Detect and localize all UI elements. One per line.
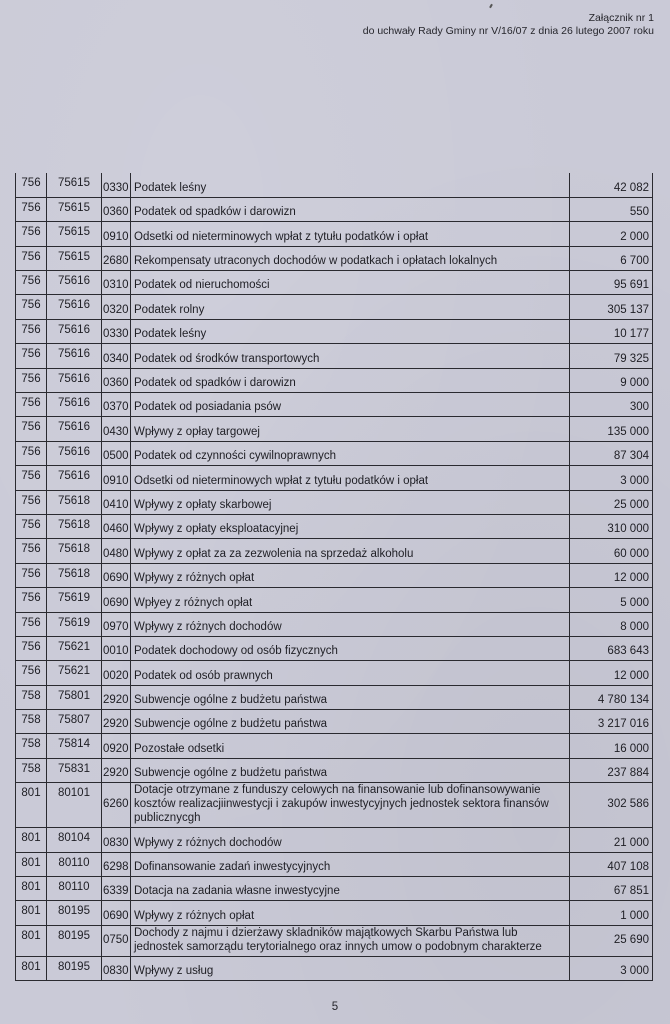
cell-description: Dochody z najmu i dzierżawy skladników majątkowych Skarbu Państwa lub jednostek samorządu terytorialnego oraz innych umow o podobnym charakterze xyxy=(131,925,570,956)
table-row xyxy=(16,368,653,392)
cell-paragraf: 0370 xyxy=(102,393,131,417)
cell-rozdzial: 75801 xyxy=(47,685,102,709)
cell-amount: 302 586 xyxy=(570,783,653,828)
cell-description: Subwencje ogólne z budżetu państwa xyxy=(131,685,570,709)
cell-rozdzial: 80110 xyxy=(47,877,102,901)
cell-amount: 550 xyxy=(570,197,653,221)
cell-paragraf: 0690 xyxy=(102,563,131,587)
table-row xyxy=(16,197,653,221)
cell-dzial: 756 xyxy=(16,197,47,221)
cell-paragraf: 0020 xyxy=(102,661,131,685)
cell-description: Wpływy z opłaty eksploatacyjnej xyxy=(131,514,570,538)
cell-dzial: 801 xyxy=(16,956,47,980)
cell-description: Podatek od spadków i darowizn xyxy=(131,197,570,221)
cell-dzial: 801 xyxy=(16,852,47,876)
cell-rozdzial: 80195 xyxy=(47,925,102,956)
cell-rozdzial: 75807 xyxy=(47,710,102,734)
cell-paragraf: 0830 xyxy=(102,828,131,852)
cell-amount: 407 108 xyxy=(570,852,653,876)
cell-description: Podatek od posiadania psów xyxy=(131,393,570,417)
cell-dzial: 756 xyxy=(16,636,47,660)
cell-amount: 6 700 xyxy=(570,246,653,270)
cell-dzial: 758 xyxy=(16,734,47,758)
cell-rozdzial: 75618 xyxy=(47,490,102,514)
table-row xyxy=(16,417,653,441)
table-row xyxy=(16,734,653,758)
cell-description: Podatek od nieruchomości xyxy=(131,271,570,295)
document-header xyxy=(363,12,654,38)
table-row xyxy=(16,758,653,782)
cell-description: Wpływy z różnych opłat xyxy=(131,563,570,587)
cell-dzial: 756 xyxy=(16,344,47,368)
cell-description: Odsetki od nieterminowych wpłat z tytułu podatków i opłat xyxy=(131,466,570,490)
cell-dzial: 756 xyxy=(16,319,47,343)
cell-amount: 4 780 134 xyxy=(570,685,653,709)
cell-paragraf: 0330 xyxy=(102,319,131,343)
cell-amount: 25 000 xyxy=(570,490,653,514)
cell-description: Rekompensaty utraconych dochodów w podatkach i opłatach lokalnych xyxy=(131,246,570,270)
cell-amount: 2 000 xyxy=(570,222,653,246)
cell-amount: 12 000 xyxy=(570,661,653,685)
cell-description: Dotacja na zadania własne inwestycyjne xyxy=(131,877,570,901)
cell-amount: 5 000 xyxy=(570,588,653,612)
cell-paragraf: 0320 xyxy=(102,295,131,319)
cell-amount: 300 xyxy=(570,393,653,417)
table-row xyxy=(16,852,653,876)
cell-rozdzial: 75616 xyxy=(47,319,102,343)
table-row xyxy=(16,636,653,660)
cell-paragraf: 2920 xyxy=(102,758,131,782)
cell-amount: 3 000 xyxy=(570,466,653,490)
cell-dzial: 756 xyxy=(16,588,47,612)
cell-paragraf: 0360 xyxy=(102,197,131,221)
table-row xyxy=(16,956,653,980)
cell-rozdzial: 80104 xyxy=(47,828,102,852)
cell-amount: 1 000 xyxy=(570,901,653,925)
table-row xyxy=(16,466,653,490)
cell-amount: 67 851 xyxy=(570,877,653,901)
cell-paragraf: 2680 xyxy=(102,246,131,270)
table-row xyxy=(16,246,653,270)
cell-amount: 135 000 xyxy=(570,417,653,441)
cell-amount: 95 691 xyxy=(570,271,653,295)
cell-paragraf: 6298 xyxy=(102,852,131,876)
revenue-table xyxy=(15,173,653,981)
table-row xyxy=(16,393,653,417)
cell-rozdzial: 75616 xyxy=(47,393,102,417)
cell-description: Wpływy z różnych dochodów xyxy=(131,828,570,852)
cell-amount: 87 304 xyxy=(570,441,653,465)
cell-dzial: 756 xyxy=(16,563,47,587)
cell-dzial: 756 xyxy=(16,490,47,514)
cell-paragraf: 0690 xyxy=(102,588,131,612)
table-row xyxy=(16,295,653,319)
cell-dzial: 801 xyxy=(16,828,47,852)
cell-description: Pozostałe odsetki xyxy=(131,734,570,758)
cell-paragraf: 0830 xyxy=(102,956,131,980)
cell-amount: 310 000 xyxy=(570,514,653,538)
cell-dzial: 756 xyxy=(16,514,47,538)
cell-amount: 9 000 xyxy=(570,368,653,392)
table-row xyxy=(16,173,653,197)
resolution-reference: do uchwały Rady Gminy nr V/16/07 z dnia 26 lutego 2007 roku xyxy=(362,25,654,37)
cell-rozdzial: 80195 xyxy=(47,956,102,980)
cell-amount: 12 000 xyxy=(570,563,653,587)
cell-rozdzial: 75619 xyxy=(47,588,102,612)
cell-rozdzial: 75616 xyxy=(47,417,102,441)
cell-paragraf: 2920 xyxy=(102,710,131,734)
cell-dzial: 756 xyxy=(16,295,47,319)
cell-rozdzial: 75616 xyxy=(47,344,102,368)
cell-rozdzial: 75621 xyxy=(47,661,102,685)
cell-amount: 10 177 xyxy=(570,319,653,343)
table-row xyxy=(16,828,653,852)
cell-rozdzial: 75616 xyxy=(47,271,102,295)
cell-rozdzial: 75615 xyxy=(47,222,102,246)
cell-paragraf: 0750 xyxy=(102,925,131,956)
cell-paragraf: 6260 xyxy=(102,783,131,828)
cell-description: Podatek od osób prawnych xyxy=(131,661,570,685)
cell-rozdzial: 75621 xyxy=(47,636,102,660)
cell-dzial: 756 xyxy=(16,661,47,685)
cell-dzial: 756 xyxy=(16,222,47,246)
cell-rozdzial: 75619 xyxy=(47,612,102,636)
table-row xyxy=(16,271,653,295)
cell-rozdzial: 75618 xyxy=(47,563,102,587)
cell-description: Dofinansowanie zadań inwestycyjnych xyxy=(131,852,570,876)
cell-rozdzial: 75618 xyxy=(47,539,102,563)
table-row xyxy=(16,539,653,563)
cell-dzial: 758 xyxy=(16,710,47,734)
cell-paragraf: 0410 xyxy=(102,490,131,514)
cell-amount: 3 217 016 xyxy=(570,710,653,734)
cell-dzial: 758 xyxy=(16,685,47,709)
table-row xyxy=(16,612,653,636)
cell-paragraf: 6339 xyxy=(102,877,131,901)
cell-description: Podatek rolny xyxy=(131,295,570,319)
cell-rozdzial: 75814 xyxy=(47,734,102,758)
table-row xyxy=(16,319,653,343)
cell-description: Wpływy z różnych opłat xyxy=(131,901,570,925)
cell-rozdzial: 75618 xyxy=(47,514,102,538)
cell-paragraf: 0430 xyxy=(102,417,131,441)
revenue-table-body xyxy=(16,173,653,981)
cell-description: Wpłyey z różnych opłat xyxy=(131,588,570,612)
table-row xyxy=(16,783,653,828)
cell-description: Podatek leśny xyxy=(131,173,570,197)
cell-description: Wpływy z opłat za za zezwolenia na sprzedaż alkoholu xyxy=(131,539,570,563)
cell-paragraf: 0500 xyxy=(102,441,131,465)
cell-dzial: 756 xyxy=(16,173,47,197)
cell-amount: 683 643 xyxy=(570,636,653,660)
table-row xyxy=(16,441,653,465)
cell-description: Odsetki od nieterminowych wpłat z tytułu podatków i opłat xyxy=(131,222,570,246)
cell-dzial: 756 xyxy=(16,539,47,563)
cell-paragraf: 0690 xyxy=(102,901,131,925)
cell-dzial: 756 xyxy=(16,466,47,490)
cell-dzial: 801 xyxy=(16,925,47,956)
cell-dzial: 756 xyxy=(16,417,47,441)
cell-paragraf: 0310 xyxy=(102,271,131,295)
cell-description: Podatek leśny xyxy=(131,319,570,343)
cell-rozdzial: 75616 xyxy=(47,466,102,490)
cell-description: Podatek od spadków i darowizn xyxy=(131,368,570,392)
cell-paragraf: 0460 xyxy=(102,514,131,538)
cell-dzial: 756 xyxy=(16,368,47,392)
cell-dzial: 756 xyxy=(16,271,47,295)
cell-rozdzial: 80195 xyxy=(47,901,102,925)
cell-paragraf: 0920 xyxy=(102,734,131,758)
page-number: 5 xyxy=(331,1001,339,1013)
cell-amount: 237 884 xyxy=(570,758,653,782)
cell-paragraf: 2920 xyxy=(102,685,131,709)
cell-paragraf: 0910 xyxy=(102,466,131,490)
cell-rozdzial: 80110 xyxy=(47,852,102,876)
cell-paragraf: 0360 xyxy=(102,368,131,392)
table-row xyxy=(16,588,653,612)
cell-rozdzial: 80101 xyxy=(47,783,102,828)
cell-paragraf: 0970 xyxy=(102,612,131,636)
cell-rozdzial: 75616 xyxy=(47,441,102,465)
cell-description: Wpływy z opłaty skarbowej xyxy=(131,490,570,514)
cell-paragraf: 0480 xyxy=(102,539,131,563)
table-row xyxy=(16,901,653,925)
cell-dzial: 756 xyxy=(16,441,47,465)
cell-dzial: 801 xyxy=(16,877,47,901)
cell-amount: 42 082 xyxy=(570,173,653,197)
cell-dzial: 756 xyxy=(16,393,47,417)
cell-amount: 25 690 xyxy=(570,925,653,956)
table-row xyxy=(16,877,653,901)
cell-description: Podatek od środków transportowych xyxy=(131,344,570,368)
cell-amount: 79 325 xyxy=(570,344,653,368)
cell-dzial: 756 xyxy=(16,612,47,636)
cell-rozdzial: 75831 xyxy=(47,758,102,782)
cell-rozdzial: 75615 xyxy=(47,246,102,270)
cell-rozdzial: 75616 xyxy=(47,368,102,392)
cell-rozdzial: 75615 xyxy=(47,197,102,221)
cell-dzial: 801 xyxy=(16,783,47,828)
cell-paragraf: 0340 xyxy=(102,344,131,368)
cell-description: Podatek od czynności cywilnoprawnych xyxy=(131,441,570,465)
cell-description: Wpływy z opłay targowej xyxy=(131,417,570,441)
table-row xyxy=(16,661,653,685)
cell-dzial: 801 xyxy=(16,901,47,925)
cell-paragraf: 0910 xyxy=(102,222,131,246)
cell-paragraf: 0010 xyxy=(102,636,131,660)
table-row xyxy=(16,710,653,734)
cell-amount: 21 000 xyxy=(570,828,653,852)
cell-description: Podatek dochodowy od osób fizycznych xyxy=(131,636,570,660)
cell-description: Subwencje ogólne z budżetu państwa xyxy=(131,710,570,734)
table-row xyxy=(16,222,653,246)
cell-description: Wpływy z usług xyxy=(131,956,570,980)
table-row xyxy=(16,925,653,956)
cell-amount: 16 000 xyxy=(570,734,653,758)
table-row xyxy=(16,344,653,368)
cell-amount: 8 000 xyxy=(570,612,653,636)
cell-amount: 60 000 xyxy=(570,539,653,563)
table-row xyxy=(16,490,653,514)
table-row xyxy=(16,685,653,709)
cell-amount: 305 137 xyxy=(570,295,653,319)
cell-amount: 3 000 xyxy=(570,956,653,980)
cell-description: Subwencje ogólne z budżetu państwa xyxy=(131,758,570,782)
cell-description: Dotacje otrzymane z funduszy celowych na finansowanie lub dofinansowywanie kosztów realizacjiinwestycji i zakupów inwestycyjnych jednostek sektora finansów publicznycgh xyxy=(131,783,570,828)
attachment-label: Załącznik nr 1 xyxy=(588,12,654,24)
table-row xyxy=(16,563,653,587)
cell-rozdzial: 75615 xyxy=(47,173,102,197)
table-row xyxy=(16,514,653,538)
cell-rozdzial: 75616 xyxy=(47,295,102,319)
cell-dzial: 758 xyxy=(16,758,47,782)
cell-paragraf: 0330 xyxy=(102,173,131,197)
cell-dzial: 756 xyxy=(16,246,47,270)
cell-description: Wpływy z różnych dochodów xyxy=(131,612,570,636)
